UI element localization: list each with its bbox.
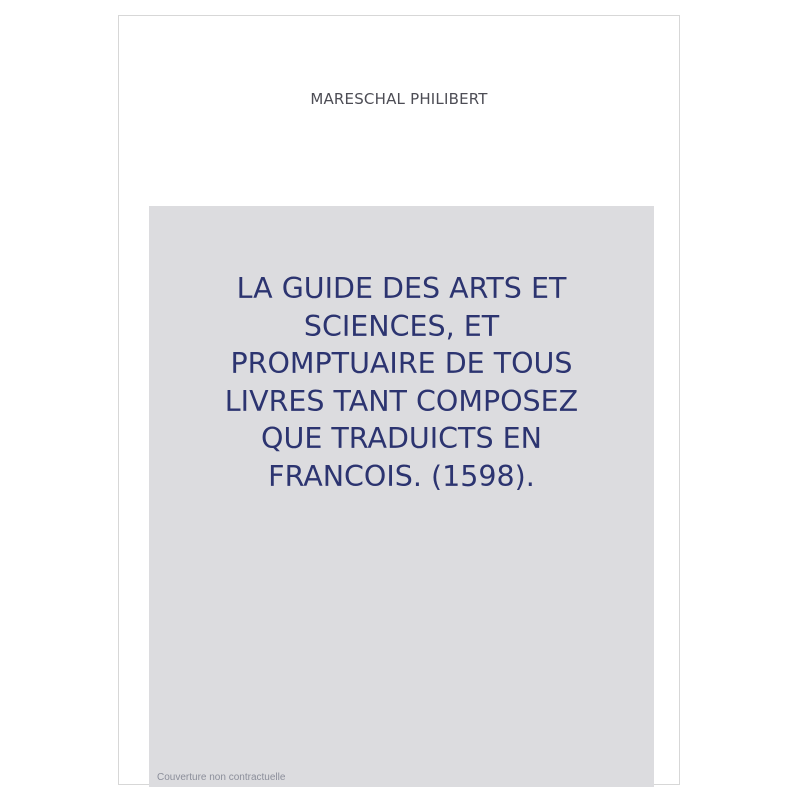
title-line: QUE TRADUICTS EN bbox=[261, 422, 542, 455]
book-cover bbox=[118, 15, 680, 785]
title-line: FRANCOIS. (1598). bbox=[268, 459, 535, 493]
title-line: LA GUIDE DES ARTS ET bbox=[236, 272, 567, 305]
title-panel bbox=[149, 206, 654, 787]
cover-disclaimer: Couverture non contractuelle bbox=[157, 772, 286, 783]
title-line: PROMPTUAIRE DE TOUS bbox=[230, 347, 573, 380]
book-title bbox=[149, 270, 654, 495]
title-line: LIVRES TANT COMPOSEZ bbox=[224, 384, 579, 418]
title-line: SCIENCES, ET bbox=[303, 309, 500, 343]
author-name: MARESCHAL PHILIBERT bbox=[310, 90, 488, 108]
